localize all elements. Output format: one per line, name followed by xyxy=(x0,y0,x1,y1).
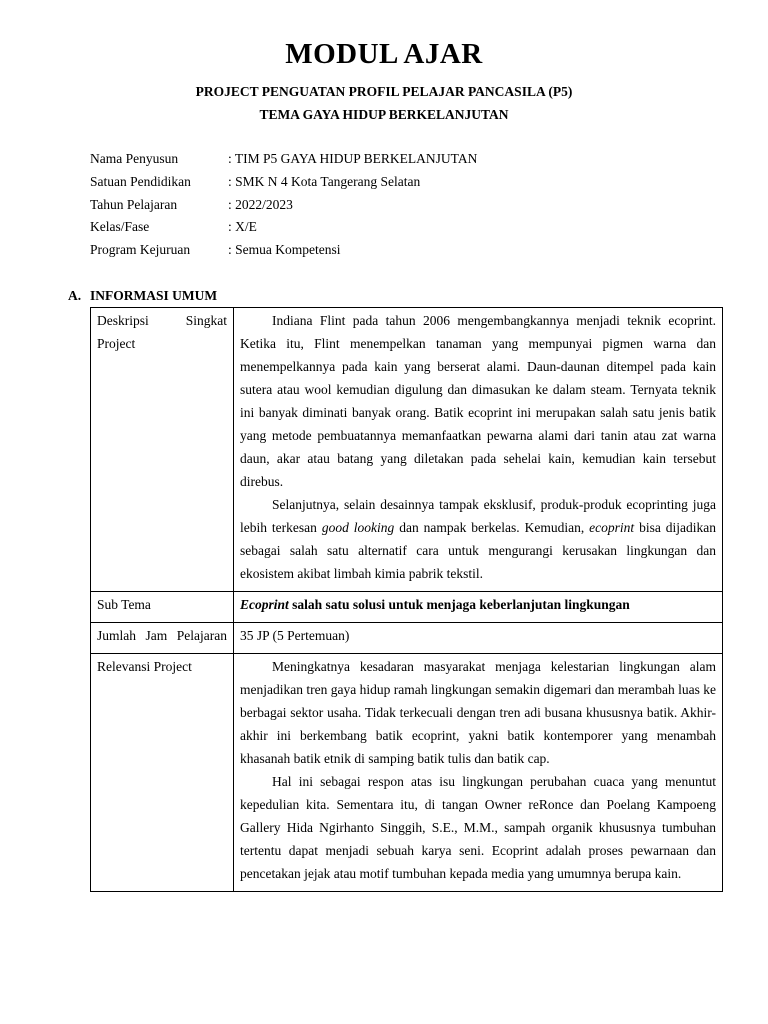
identity-value: : 2022/2023 xyxy=(228,196,293,212)
row-content-deskripsi xyxy=(234,308,723,592)
section-heading-informasi-umum xyxy=(68,288,217,304)
identity-label: Program Kejuruan xyxy=(90,242,191,258)
row-label-sub-tema: Sub Tema xyxy=(91,592,234,623)
row-label-deskripsi: Deskripsi Singkat Project xyxy=(91,308,234,592)
deskripsi-paragraph-1: Indiana Flint pada tahun 2006 mengembangkannya menjadi teknik ecoprint. Ketika itu, Flint menempelkan tanaman yang mempunyai pigmen warna dan menempelkannya pada kain yang berserat alami. Daun-daunan ditempel pada kain sutera atau wool kemudian digulung dan dimasukan ke dalam steam. Ternyata teknik ini banyak diminati banyak orang. Batik ecoprint ini merupakan salah satu jenis batik yang metode pembuatannya memanfaatkan pewarna alami dari tanin atau zat warna daun, akar atau batang yang diletakan pada sehelai kain, kemudian kain tersebut direbus. xyxy=(240,313,716,489)
text-run-italic: ecoprint xyxy=(589,520,635,535)
text-run: bisa dijadikan sebagai salah satu alternatif cara untuk mengurangi kerusakan lingkungan dan ekosistem akibat limbah kimia pabrik tekstil. xyxy=(240,520,716,581)
identity-value: : Semua Kompetensi xyxy=(228,242,341,258)
row-content-relevansi xyxy=(234,654,723,892)
table-row-deskripsi xyxy=(91,308,723,592)
identity-value: : TIM P5 GAYA HIDUP BERKELANJUTAN xyxy=(228,151,478,166)
document-subtitle-program: PROJECT PENGUATAN PROFIL PELAJAR PANCASILA (P5) xyxy=(195,84,573,99)
identity-row-tahun xyxy=(90,197,477,220)
row-label-relevansi: Relevansi Project xyxy=(91,654,234,892)
identity-row-satuan xyxy=(90,174,477,197)
identity-row-program xyxy=(90,242,477,265)
identity-row-kelas xyxy=(90,219,477,242)
table-row-sub-tema xyxy=(91,592,723,623)
identity-label: Tahun Pelajaran xyxy=(90,196,178,212)
identity-row-penyusun xyxy=(90,151,477,174)
identity-value: : X/E xyxy=(228,219,257,235)
document-subtitle-theme: TEMA GAYA HIDUP BERKELANJUTAN xyxy=(259,107,509,122)
identity-label: Satuan Pendidikan xyxy=(90,173,191,189)
relevansi-paragraph-1: Meningkatnya kesadaran masyarakat menjaga kelestarian lingkungan alam menjadikan tren gaya hidup ramah lingkungan semakin digemari dan merambah luas ke berbagai sektor usaha. Tidak terkecuali dengan tren adi busana khususnya batik. Akhir-akhir ini berkembang batik ecoprint, yakni batik kontemporer yang menambah khasanah batik etnik di samping batik tulis dan batik cap. xyxy=(240,659,716,766)
deskripsi-paragraph-2 xyxy=(240,493,716,585)
table-row-relevansi xyxy=(91,654,723,892)
relevansi-paragraph-2: Hal ini sebagai respon atas isu lingkungan perubahan cuaca yang menuntut kepedulian kita. Sementara itu, di tangan Owner reRonce dan Poelang Kampoeng Gallery Hida Ngirhanto Singgih, S.E., M.M., sampah organik khususnya tumbuhan tertentu dapat menjadi sebuah karya seni. Ecoprint adalah proses pewarnaan dan pencetakan jejak atau motif tumbuhan kepada media yang umumnya berupa kain. xyxy=(240,774,716,881)
section-title: INFORMASI UMUM xyxy=(90,288,218,303)
row-content-sub-tema xyxy=(234,592,723,623)
identity-label: Kelas/Fase xyxy=(90,219,150,235)
text-run: Selanjutnya, selain desainnya tampak eksklusif, produk-produk ecoprinting juga lebih terkesan xyxy=(240,497,716,535)
section-letter: A. xyxy=(68,288,82,303)
identity-value: : SMK N 4 Kota Tangerang Selatan xyxy=(228,173,421,189)
text-run: dan nampak berkelas. Kemudian, xyxy=(394,520,590,535)
table-row-jumlah-jam xyxy=(91,623,723,654)
text-run: salah satu solusi untuk menjaga keberlanjutan lingkungan xyxy=(288,597,630,612)
text-run-italic: good looking xyxy=(321,520,395,535)
identity-block xyxy=(90,151,477,265)
row-label-jumlah-jam: Jumlah Jam Pelajaran xyxy=(91,623,234,654)
identity-label: Nama Penyusun xyxy=(90,151,179,166)
row-content-jumlah-jam: 35 JP (5 Pertemuan) xyxy=(234,623,723,654)
info-table xyxy=(90,307,723,892)
text-run-italic: Ecoprint xyxy=(240,597,289,612)
document-title: MODUL AJAR xyxy=(285,38,483,70)
